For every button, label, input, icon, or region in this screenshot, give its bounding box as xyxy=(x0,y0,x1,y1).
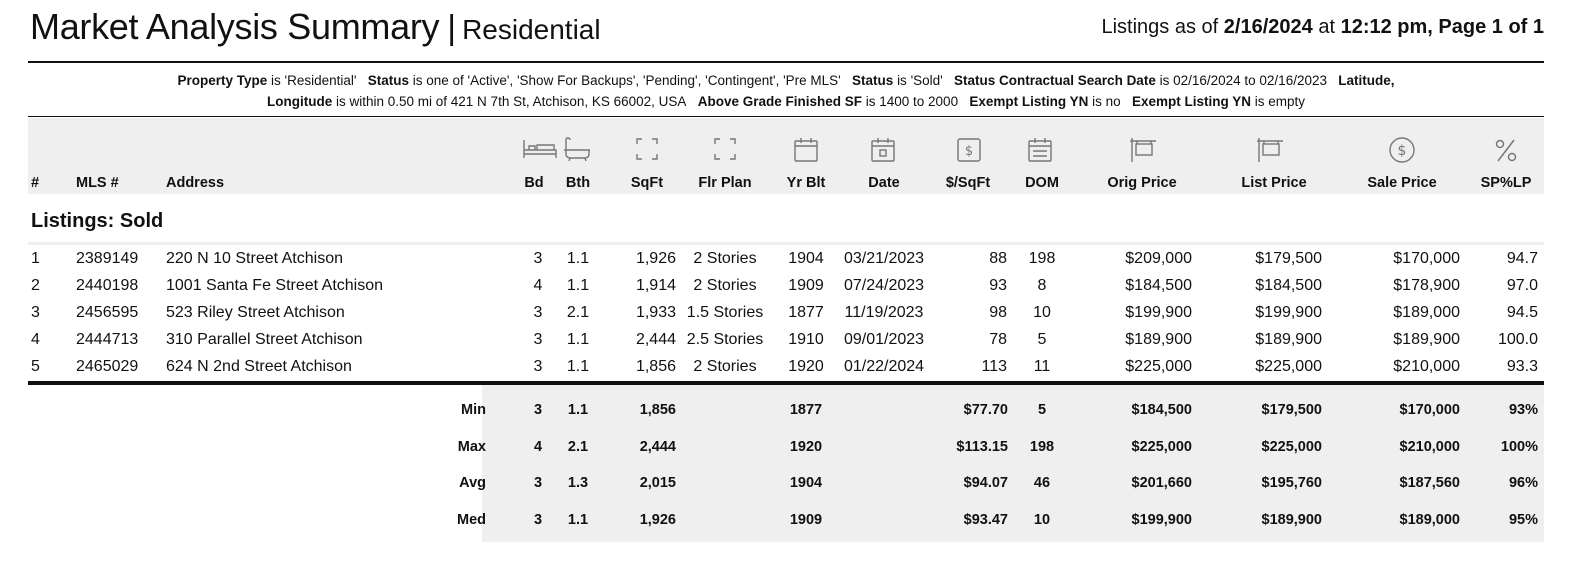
cell-date: 03/21/2023 xyxy=(843,250,925,267)
cell-splp: 93.3 xyxy=(1506,358,1538,375)
cell-sale: $170,000 xyxy=(1393,250,1460,267)
table-header xyxy=(28,118,1544,194)
cell-bth: 1.1 xyxy=(566,250,590,267)
stats-row-avg xyxy=(28,459,1544,495)
stat-yrblt: 1904 xyxy=(789,475,823,491)
cell-num: 4 xyxy=(31,331,40,348)
cell-num: 1 xyxy=(31,250,40,267)
cell-splp: 94.7 xyxy=(1506,250,1538,267)
cell-bd: 3 xyxy=(533,358,543,375)
area-icon xyxy=(634,136,660,167)
criteria-field: Property Type xyxy=(177,73,268,88)
col-header-ppsf: $/SqFt xyxy=(945,175,991,191)
cell-orig: $225,000 xyxy=(1125,358,1192,375)
table-row xyxy=(28,327,1544,354)
stat-splp: 95% xyxy=(1508,511,1538,528)
cell-yrblt: 1877 xyxy=(788,304,824,321)
criteria-rule xyxy=(28,116,1544,117)
cell-address: 310 Parallel Street Atchison xyxy=(166,331,363,348)
col-header-mls: MLS # xyxy=(76,175,119,191)
stat-splp: 93% xyxy=(1508,402,1538,418)
cell-num: 2 xyxy=(31,277,40,294)
stat-sqft: 1,856 xyxy=(639,402,676,418)
stat-bth: 1.3 xyxy=(567,475,589,491)
stat-bd: 4 xyxy=(533,438,543,455)
criteria-field: Exempt Listing YN xyxy=(969,94,1089,109)
cell-yrblt: 1909 xyxy=(788,277,824,294)
stat-bth: 1.1 xyxy=(567,402,589,418)
section-rule xyxy=(28,242,1544,245)
sign-icon xyxy=(1255,136,1285,169)
cell-address: 220 N 10 Street Atchison xyxy=(166,250,343,267)
title-separator: | xyxy=(447,9,457,47)
dollar-circle-icon xyxy=(1388,136,1416,169)
cell-list: $184,500 xyxy=(1255,277,1322,294)
cell-mls: 2456595 xyxy=(76,304,139,321)
stat-label: Avg xyxy=(459,475,486,491)
stat-ppsf: $77.70 xyxy=(963,402,1008,418)
cell-dom: 5 xyxy=(1037,331,1047,348)
cell-bth: 1.1 xyxy=(566,277,590,294)
calendar-icon xyxy=(792,136,820,169)
cell-orig: $199,900 xyxy=(1125,304,1192,321)
stat-sqft: 2,015 xyxy=(639,475,676,491)
cell-sqft: 2,444 xyxy=(635,331,676,348)
header-rule xyxy=(28,61,1544,63)
criteria-value: is within 0.50 mi of 421 N 7th St, Atchison, KS 66002, USA xyxy=(335,94,687,109)
stat-ppsf: $113.15 xyxy=(956,438,1008,455)
cell-bd: 3 xyxy=(533,304,543,321)
cell-sqft: 1,856 xyxy=(635,358,676,375)
cell-ppsf: 88 xyxy=(989,250,1007,267)
cell-sqft: 1,933 xyxy=(635,304,676,321)
stats-row-max xyxy=(28,423,1544,459)
criteria-line-1 xyxy=(28,70,1544,91)
criteria-value: is one of 'Active', 'Show For Backups', 'Pending', 'Contingent', 'Pre MLS' xyxy=(412,73,841,88)
cell-ppsf: 93 xyxy=(989,277,1007,294)
stat-bth: 1.1 xyxy=(567,511,589,528)
stat-list: $225,000 xyxy=(1261,438,1322,455)
section-title: Listings: Sold xyxy=(31,210,164,232)
stat-list: $189,900 xyxy=(1261,511,1322,528)
col-header-num: # xyxy=(31,175,40,191)
col-header-yrblt: Yr Blt xyxy=(786,175,826,191)
cell-flrplan: 2 Stories xyxy=(693,250,757,267)
cell-ppsf: 78 xyxy=(989,331,1007,348)
criteria-value: is empty xyxy=(1254,94,1305,109)
stat-splp: 96% xyxy=(1508,475,1538,491)
cell-date: 01/22/2024 xyxy=(843,358,925,375)
stat-splp: 100% xyxy=(1500,438,1538,455)
col-header-splp: SP%LP xyxy=(1480,175,1532,191)
col-header-bd: Bd xyxy=(524,175,544,191)
stat-yrblt: 1909 xyxy=(789,511,823,528)
stat-sqft: 1,926 xyxy=(639,511,676,528)
stat-ppsf: $94.07 xyxy=(963,475,1008,491)
search-criteria xyxy=(28,70,1544,112)
table-row xyxy=(28,300,1544,327)
criteria-value: is 1400 to 2000 xyxy=(865,94,959,109)
stats-row-min xyxy=(28,386,1544,422)
cell-list: $199,900 xyxy=(1255,304,1322,321)
criteria-field: Longitude xyxy=(266,94,333,109)
stat-sale: $170,000 xyxy=(1399,402,1460,418)
stat-bd: 3 xyxy=(533,511,543,528)
title-main: Market Analysis Summary xyxy=(30,6,440,47)
col-header-flrplan: Flr Plan xyxy=(698,175,752,191)
cell-ppsf: 113 xyxy=(981,358,1007,375)
cell-mls: 2444713 xyxy=(76,331,139,348)
sign-icon xyxy=(1128,136,1158,169)
cell-date: 07/24/2023 xyxy=(843,277,925,294)
stat-label: Max xyxy=(457,438,486,455)
listings-at: at xyxy=(1318,16,1336,38)
cell-sale: $210,000 xyxy=(1393,358,1460,375)
col-header-list: List Price xyxy=(1241,175,1307,191)
cell-yrblt: 1904 xyxy=(788,250,824,267)
cell-address: 624 N 2nd Street Atchison xyxy=(166,358,352,375)
stat-dom: 46 xyxy=(1033,475,1051,491)
cell-orig: $189,900 xyxy=(1125,331,1192,348)
cell-bth: 2.1 xyxy=(566,304,590,321)
stat-orig: $225,000 xyxy=(1131,438,1192,455)
cell-yrblt: 1910 xyxy=(788,331,824,348)
cell-dom: 11 xyxy=(1033,358,1051,375)
price-per-sqft-icon xyxy=(955,136,983,169)
criteria-line-2 xyxy=(28,91,1544,112)
cell-flrplan: 1.5 Stories xyxy=(686,304,764,321)
floor-plan-icon xyxy=(712,136,738,167)
cell-flrplan: 2 Stories xyxy=(693,358,757,375)
col-header-address: Address xyxy=(166,175,225,191)
cell-list: $179,500 xyxy=(1255,250,1322,267)
criteria-field: Latitude, xyxy=(1338,73,1395,88)
criteria-value: is no xyxy=(1092,94,1121,109)
stat-ppsf: $93.47 xyxy=(963,511,1008,528)
svg-text:$: $ xyxy=(964,144,974,159)
cell-sale: $178,900 xyxy=(1393,277,1460,294)
criteria-value: is 'Residential' xyxy=(271,73,357,88)
cell-num: 3 xyxy=(31,304,40,321)
cell-bth: 1.1 xyxy=(566,358,590,375)
date-icon xyxy=(869,136,897,169)
cell-mls: 2389149 xyxy=(76,250,139,267)
listings-as-of xyxy=(1101,16,1544,39)
criteria-value: is 02/16/2024 to 02/16/2023 xyxy=(1159,73,1327,88)
criteria-field: Above Grade Finished SF xyxy=(697,94,862,109)
stats-row-med xyxy=(28,496,1544,532)
cell-splp: 94.5 xyxy=(1506,304,1538,321)
cell-list: $225,000 xyxy=(1255,358,1322,375)
stat-dom: 5 xyxy=(1037,402,1047,418)
stat-dom: 198 xyxy=(1029,438,1055,455)
cell-orig: $209,000 xyxy=(1125,250,1192,267)
cell-yrblt: 1920 xyxy=(788,358,824,375)
cell-bd: 4 xyxy=(533,277,543,294)
cell-splp: 97.0 xyxy=(1506,277,1538,294)
cell-bd: 3 xyxy=(533,250,543,267)
stat-sale: $187,560 xyxy=(1399,475,1460,491)
stat-sale: $189,000 xyxy=(1399,511,1460,528)
col-header-orig: Orig Price xyxy=(1107,175,1177,191)
cell-dom: 8 xyxy=(1037,277,1047,294)
cell-address: 1001 Santa Fe Street Atchison xyxy=(166,277,384,294)
cell-bd: 3 xyxy=(533,331,543,348)
cell-ppsf: 98 xyxy=(989,304,1007,321)
criteria-field: Status xyxy=(852,73,894,88)
criteria-field: Status xyxy=(367,73,409,88)
stat-dom: 10 xyxy=(1033,511,1051,528)
svg-text:$: $ xyxy=(1397,143,1407,159)
percent-icon xyxy=(1492,136,1520,169)
cell-mls: 2465029 xyxy=(76,358,139,375)
listings-time-page: 12:12 pm, Page 1 of 1 xyxy=(1340,16,1544,38)
bed-icon xyxy=(522,136,558,167)
cell-dom: 10 xyxy=(1033,304,1051,321)
stat-sqft: 2,444 xyxy=(639,438,676,455)
page-title xyxy=(30,6,601,48)
criteria-field: Exempt Listing YN xyxy=(1131,94,1251,109)
cell-sale: $189,000 xyxy=(1393,304,1460,321)
stat-orig: $199,900 xyxy=(1131,511,1192,528)
stat-list: $179,500 xyxy=(1261,402,1322,418)
listings-prefix: Listings as of xyxy=(1101,16,1219,38)
cell-mls: 2440198 xyxy=(76,277,139,294)
listings-date: 2/16/2024 xyxy=(1223,16,1313,38)
table-row xyxy=(28,354,1544,381)
stat-orig: $201,660 xyxy=(1131,475,1192,491)
title-subtitle: Residential xyxy=(462,14,601,45)
days-on-market-icon xyxy=(1026,136,1054,169)
report-header xyxy=(30,4,1544,54)
cell-sale: $189,900 xyxy=(1393,331,1460,348)
table-row xyxy=(28,273,1544,300)
col-header-dom: DOM xyxy=(1025,175,1059,191)
cell-sqft: 1,914 xyxy=(635,277,676,294)
stat-yrblt: 1877 xyxy=(789,402,823,418)
cell-orig: $184,500 xyxy=(1125,277,1192,294)
cell-flrplan: 2.5 Stories xyxy=(686,331,764,348)
cell-date: 09/01/2023 xyxy=(843,331,925,348)
criteria-value: is 'Sold' xyxy=(897,73,943,88)
bathtub-icon xyxy=(562,136,592,167)
cell-flrplan: 2 Stories xyxy=(693,277,757,294)
stat-label: Med xyxy=(457,511,486,528)
stat-bd: 3 xyxy=(533,402,543,418)
stat-orig: $184,500 xyxy=(1131,402,1192,418)
stat-yrblt: 1920 xyxy=(789,438,823,455)
cell-date: 11/19/2023 xyxy=(844,304,924,321)
cell-sqft: 1,926 xyxy=(635,250,676,267)
stat-bd: 3 xyxy=(533,475,543,491)
cell-dom: 198 xyxy=(1028,250,1056,267)
col-header-date: Date xyxy=(868,175,900,191)
col-header-sqft: SqFt xyxy=(630,175,664,191)
col-header-bth: Bth xyxy=(565,175,591,191)
criteria-field: Status Contractual Search Date xyxy=(954,73,1156,88)
table-row xyxy=(28,246,1544,273)
cell-bth: 1.1 xyxy=(566,331,590,348)
stat-bth: 2.1 xyxy=(567,438,589,455)
cell-num: 5 xyxy=(31,358,40,375)
stat-sale: $210,000 xyxy=(1399,438,1460,455)
cell-splp: 100.0 xyxy=(1497,331,1538,348)
stat-list: $195,760 xyxy=(1261,475,1322,491)
col-header-sale: Sale Price xyxy=(1367,175,1437,191)
cell-list: $189,900 xyxy=(1255,331,1322,348)
stat-label: Min xyxy=(461,402,486,418)
cell-address: 523 Riley Street Atchison xyxy=(166,304,345,321)
